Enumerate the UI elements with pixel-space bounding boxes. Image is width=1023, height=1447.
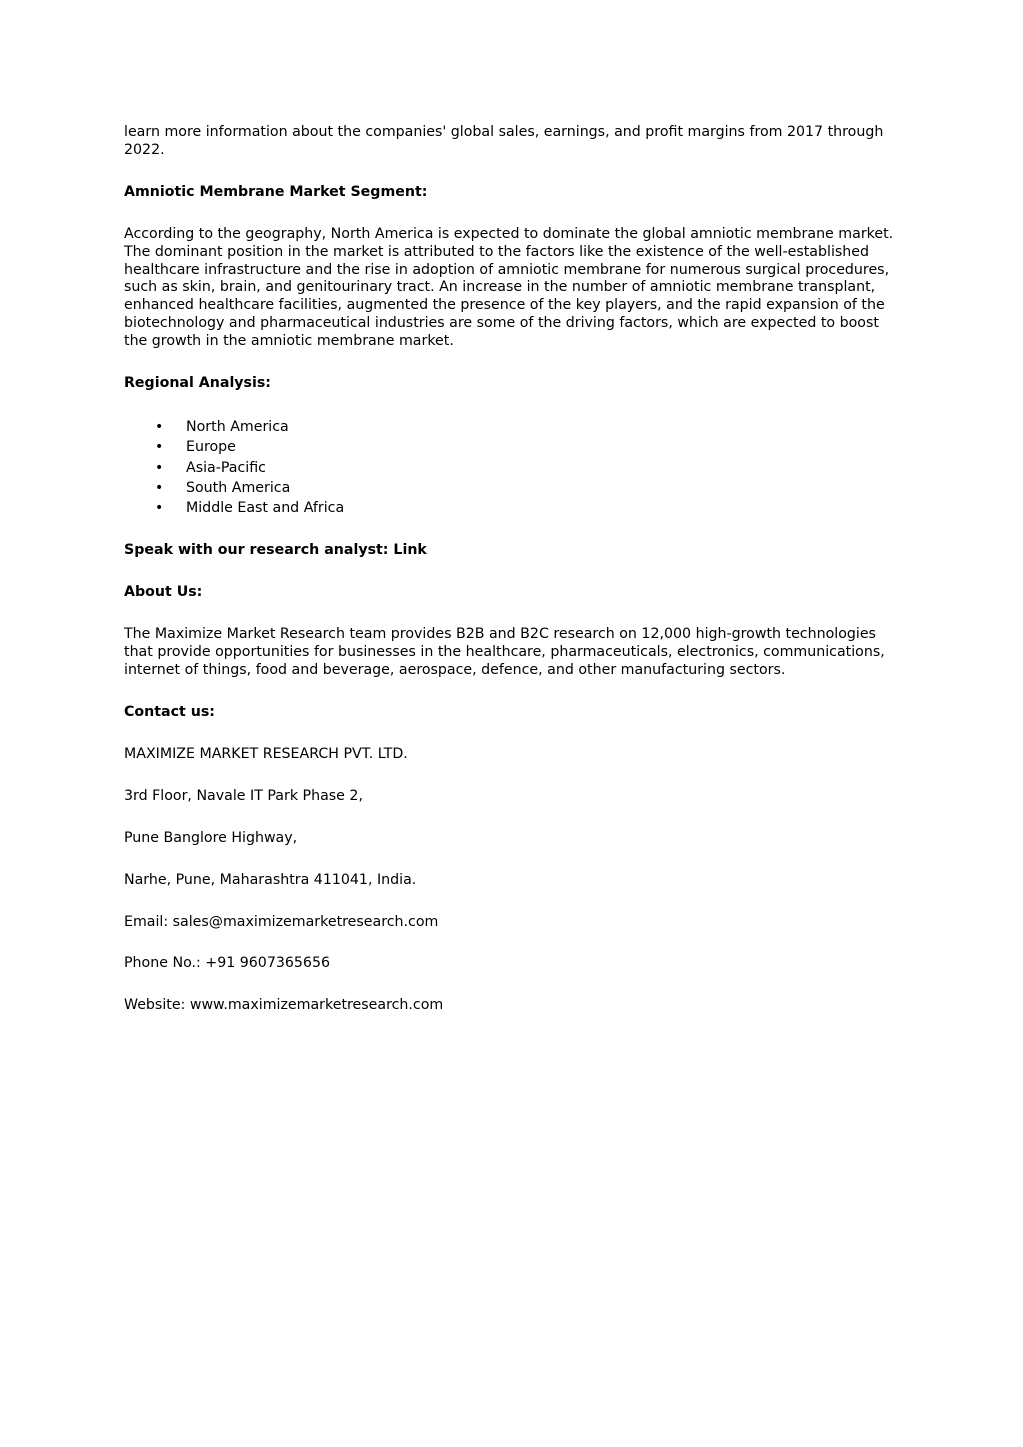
list-item <box>124 437 894 457</box>
list-item <box>124 478 894 498</box>
list-item <box>124 458 894 478</box>
region-label: Europe <box>186 439 236 456</box>
regional-heading: Regional Analysis: <box>124 375 271 392</box>
bullet-icon: • <box>155 459 164 476</box>
bullet-icon: • <box>155 479 164 496</box>
document-page <box>124 124 894 1039</box>
analyst-link-text: Speak with our research analyst: Link <box>124 542 427 559</box>
bullet-icon: • <box>155 439 164 456</box>
address-line-1: 3rd Floor, Navale IT Park Phase 2, <box>124 787 363 804</box>
region-label: Asia-Pacific <box>186 459 266 476</box>
contact-email: Email: sales@maximizemarketresearch.com <box>124 913 439 930</box>
intro-paragraph: learn more information about the companies' global sales, earnings, and profit margins from 2017 through 2022. <box>124 124 884 158</box>
region-label: Middle East and Africa <box>186 500 345 517</box>
region-label: South America <box>186 479 291 496</box>
contact-phone: Phone No.: +91 9607365656 <box>124 955 331 972</box>
company-name: MAXIMIZE MARKET RESEARCH PVT. LTD. <box>124 745 408 762</box>
address-line-3: Narhe, Pune, Maharashtra 411041, India. <box>124 871 417 888</box>
list-item <box>124 498 894 518</box>
segment-heading: Amniotic Membrane Market Segment: <box>124 183 428 200</box>
segment-paragraph: According to the geography, North America is expected to dominate the global amniotic membrane market. The dominant position in the market is attributed to the factors like the existence of the well-established healthcare infrastructure and the rise in adoption of amniotic membrane for numerous surgical procedures, such as skin, brain, and genitourinary tract. An increase in the number of amniotic membrane transplant, enhanced healthcare facilities, augmented the presence of the key players, and the rapid expansion of the biotechnology and pharmaceutical industries are some of the driving factors, which are expected to boost the growth in the amniotic membrane market. <box>124 225 894 350</box>
address-line-2: Pune Banglore Highway, <box>124 829 298 846</box>
list-item <box>124 417 894 437</box>
bullet-icon: • <box>155 418 164 435</box>
contact-website: Website: www.maximizemarketresearch.com <box>124 997 444 1014</box>
about-paragraph: The Maximize Market Research team provides B2B and B2C research on 12,000 high-growth technologies that provide opportunities for businesses in the healthcare, pharmaceuticals, electronics, communications, internet of things, food and beverage, aerospace, defence, and other manufacturing sectors. <box>124 626 885 679</box>
region-list <box>124 417 894 518</box>
bullet-icon: • <box>155 500 164 517</box>
about-heading: About Us: <box>124 584 203 601</box>
contact-heading: Contact us: <box>124 703 215 720</box>
region-label: North America <box>186 418 289 435</box>
